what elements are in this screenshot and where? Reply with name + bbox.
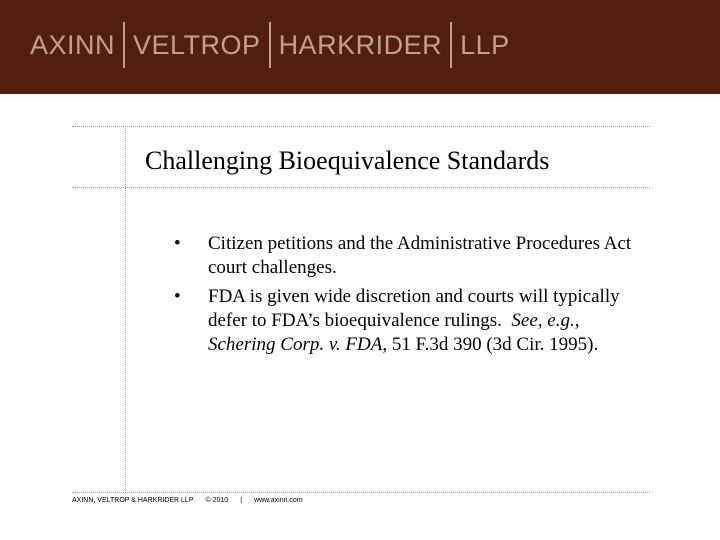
slide-title: Challenging Bioequivalence Standards [145,146,550,175]
bullet-item [172,232,642,280]
bullet-text-part: , [537,310,548,331]
top-divider [72,126,650,127]
bullet-dot: • [174,286,181,307]
left-margin-rule [125,126,126,493]
header-bar [0,0,720,94]
bullet-dot: • [174,233,181,254]
logo-word-axinn: AXINN [30,29,116,60]
bullet-text-part: , [574,310,585,331]
firm-logo [30,22,510,68]
title-divider [72,187,650,188]
bullet-list [172,232,642,362]
bullet-item [172,285,642,357]
bullet-text: Citizen petitions and the Administrative Procedures Act court challenges. [208,233,632,278]
footer-copyright: © 2010 [205,497,229,504]
logo-separator [269,22,271,68]
logo-word-llp: LLP [460,29,510,60]
footer-divider-mark: | [240,497,243,504]
bullet-text-part: , 51 F.3d 390 (3d Cir. 1995). [382,334,599,355]
footer-website: www.axinn.com [254,497,303,504]
logo-word-harkrider: HARKRIDER [278,29,443,60]
logo-separator [123,22,125,68]
footer-divider [72,492,650,493]
signal-eg: e.g. [547,310,575,331]
bullet-text-part: FDA is given wide discretion and courts will typically defer to FDA’s bioequivalence rulings. [208,286,625,331]
case-name: Schering Corp. v. FDA [208,334,383,355]
bullet-text [208,286,624,355]
logo-separator [450,22,452,68]
footer-firm: AXINN, VELTROP & HARKRIDER LLP [72,497,194,504]
logo-word-veltrop: VELTROP [133,29,261,60]
signal-see: See [511,310,538,331]
footer [72,497,303,504]
